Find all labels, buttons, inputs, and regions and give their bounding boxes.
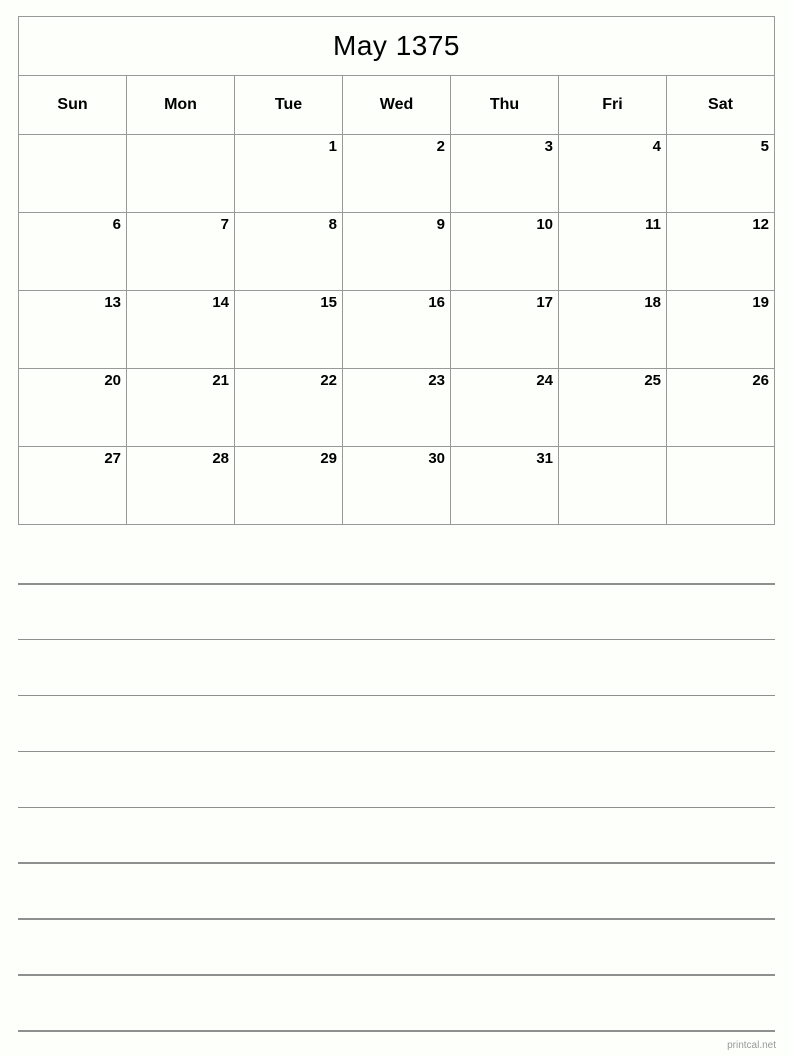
day-cell: 17 [451, 291, 559, 369]
day-cell: 19 [667, 291, 775, 369]
weekday-header-tue: Tue [235, 76, 343, 135]
day-cell: 23 [343, 369, 451, 447]
day-cell: 24 [451, 369, 559, 447]
day-cell: 3 [451, 135, 559, 213]
title-row [19, 17, 775, 76]
notes-line [18, 807, 775, 809]
notes-line [18, 583, 775, 585]
day-cell: 26 [667, 369, 775, 447]
day-cell: 12 [667, 213, 775, 291]
day-cell [667, 447, 775, 525]
week-row [19, 135, 775, 213]
notes-area [18, 583, 775, 1056]
notes-line [18, 974, 775, 976]
weekday-header-fri: Fri [559, 76, 667, 135]
day-cell: 29 [235, 447, 343, 525]
notes-line [18, 862, 775, 864]
weekday-header-sun: Sun [19, 76, 127, 135]
day-cell: 6 [19, 213, 127, 291]
day-cell: 5 [667, 135, 775, 213]
notes-line [18, 1030, 775, 1032]
notes-line [18, 639, 775, 641]
day-cell: 4 [559, 135, 667, 213]
day-cell: 18 [559, 291, 667, 369]
weekday-header-sat: Sat [667, 76, 775, 135]
day-cell: 7 [127, 213, 235, 291]
day-cell: 15 [235, 291, 343, 369]
day-cell: 14 [127, 291, 235, 369]
week-row [19, 291, 775, 369]
notes-line [18, 751, 775, 753]
day-cell: 9 [343, 213, 451, 291]
day-cell: 28 [127, 447, 235, 525]
day-cell [559, 447, 667, 525]
day-cell: 16 [343, 291, 451, 369]
day-cell: 21 [127, 369, 235, 447]
day-cell: 20 [19, 369, 127, 447]
day-cell: 30 [343, 447, 451, 525]
month-calendar-table [18, 16, 775, 525]
watermark: printcal.net [727, 1040, 776, 1051]
day-cell: 1 [235, 135, 343, 213]
notes-line [18, 695, 775, 697]
day-cell: 31 [451, 447, 559, 525]
weekday-header-row [19, 76, 775, 135]
notes-line [18, 918, 775, 920]
day-cell: 11 [559, 213, 667, 291]
day-cell: 13 [19, 291, 127, 369]
day-cell: 2 [343, 135, 451, 213]
weekday-header-mon: Mon [127, 76, 235, 135]
weekday-header-thu: Thu [451, 76, 559, 135]
day-cell: 25 [559, 369, 667, 447]
week-row [19, 447, 775, 525]
week-row [19, 369, 775, 447]
day-cell [127, 135, 235, 213]
day-cell: 8 [235, 213, 343, 291]
weekday-header-wed: Wed [343, 76, 451, 135]
day-cell: 10 [451, 213, 559, 291]
day-cell: 22 [235, 369, 343, 447]
day-cell: 27 [19, 447, 127, 525]
month-title: May 1375 [19, 17, 775, 76]
day-cell [19, 135, 127, 213]
week-row [19, 213, 775, 291]
